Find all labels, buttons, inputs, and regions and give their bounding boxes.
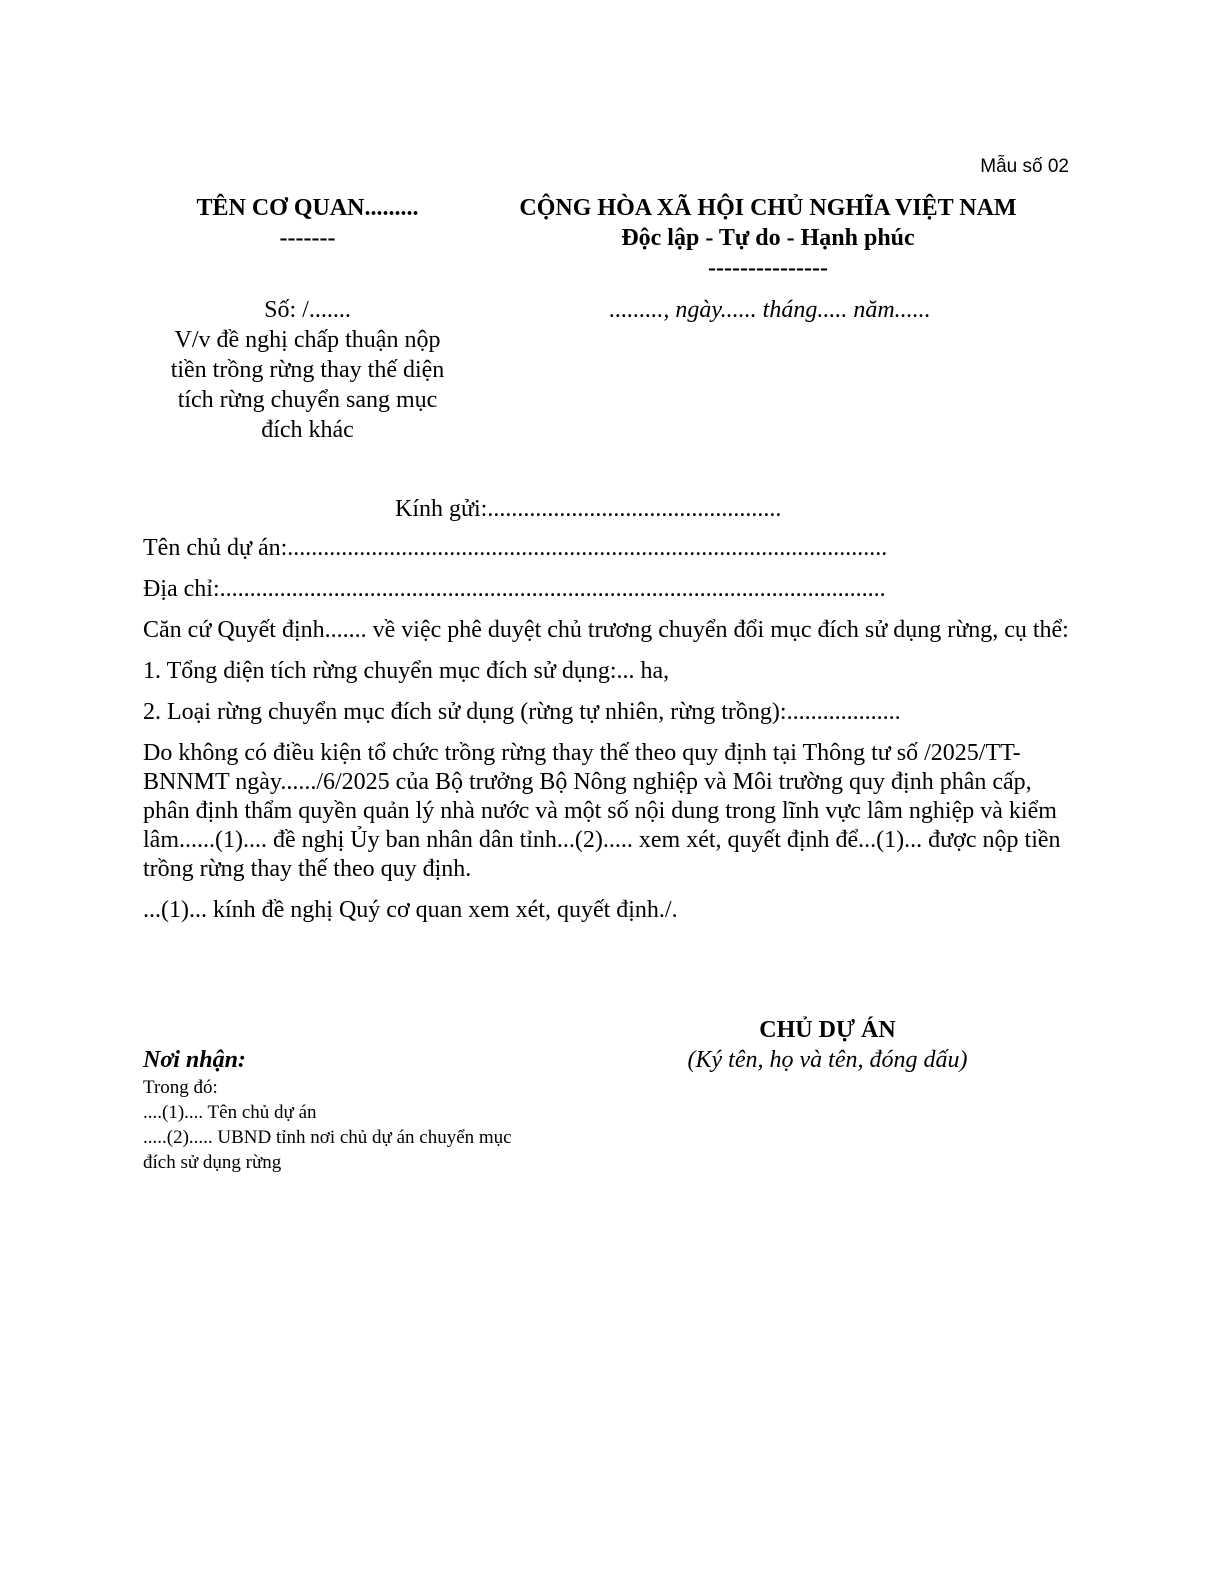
agency-rule: ------- <box>279 225 336 251</box>
nation-name: CỘNG HÒA XÃ HỘI CHỦ NGHĨA VIỆT NAM <box>519 195 1017 221</box>
date-line: ........., ngày...... tháng..... năm...... <box>609 297 931 323</box>
signature-block <box>640 1015 1015 1075</box>
recipient-line: ....(1).... Tên chủ dự án <box>143 1102 317 1123</box>
reference-block <box>140 295 475 445</box>
nation-header <box>462 193 1074 283</box>
recipients-title: Nơi nhận: <box>143 1047 246 1073</box>
document-number: Số: /....... <box>264 297 351 323</box>
owner-name-line: Tên chủ dự án:.................................................................................................... <box>143 535 888 561</box>
form-number: Mẫu số 02 <box>980 156 1069 177</box>
recipient-line: đích sử dụng rừng <box>143 1152 282 1173</box>
nation-rule: --------------- <box>708 255 828 281</box>
item-forest-type: 2. Loại rừng chuyển mục đích sử dụng (rừng tự nhiên, rừng trồng):................... <box>143 699 901 725</box>
agency-header <box>150 193 465 253</box>
subject-line: đích khác <box>261 417 354 443</box>
item-area: 1. Tổng diện tích rừng chuyển mục đích sử dụng:... ha, <box>143 658 670 684</box>
letter-body <box>143 495 1078 937</box>
reason-paragraph: Do không có điều kiện tổ chức trồng rừng thay thế theo quy định tại Thông tư số /2025/TT-BNNMT ngày....../6/2025 của Bộ trưởng Bộ Nông nghiệp và Môi trường quy định phân cấp, phân định thẩm quyền quản lý nhà nước và một số nội dung trong lĩnh vực lâm nghiệp và kiểm lâm......(1).... đề nghị Ủy ban nhân dân tỉnh...(2)..... xem xét, quyết định để...(1)... được nộp tiền trồng rừng thay thế theo quy định. <box>143 740 1061 882</box>
recipients-block <box>143 1045 593 1175</box>
closing-paragraph: ...(1)... kính đề nghị Quý cơ quan xem xét, quyết định./. <box>143 897 678 923</box>
signature-title: CHỦ DỰ ÁN <box>759 1017 896 1043</box>
signature-note: (Ký tên, họ và tên, đóng dấu) <box>687 1047 968 1073</box>
subject-line: tích rừng chuyển sang mục <box>177 387 438 413</box>
address-line: Địa chỉ:............................................................................................................... <box>143 576 886 602</box>
subject-line: V/v đề nghị chấp thuận nộp <box>174 327 441 353</box>
subject-line: tiền trồng rừng thay thế diện <box>170 357 445 383</box>
agency-name: TÊN CƠ QUAN......... <box>196 195 419 221</box>
basis-paragraph: Căn cứ Quyết định....... về việc phê duyệt chủ trương chuyển đổi mục đích sử dụng rừng, cụ thể: <box>143 617 1069 643</box>
nation-motto: Độc lập - Tự do - Hạnh phúc <box>621 225 915 251</box>
recipient-line: Trong đó: <box>143 1077 218 1098</box>
recipient-line: .....(2)..... UBND tỉnh nơi chủ dự án chuyển mục <box>143 1127 512 1148</box>
salutation: Kính gửi:................................................. <box>395 496 782 522</box>
